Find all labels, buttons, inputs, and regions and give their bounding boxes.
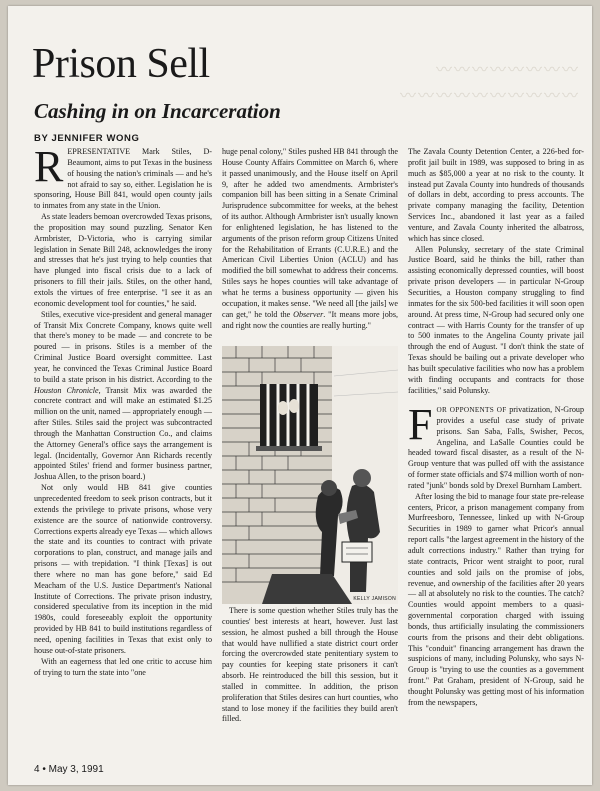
paragraph: huge penal colony," Stiles pushed HB 841 through the House County Affairs Committee on March 6, where it passed unanimously, and the House itself on April 9, after he added two amendments. Armbrister's companion bill has been sitting in a Senate Criminal Jurisprudence subcommittee for weeks, at the behest of its author. Although Armbrister isn't usually known for enlightened legislation, he has listened to the arguments of the prison reform group Citizens United for the Rehabilitation of Errants (C.U.R.E.) and the American Civil Liberties Union (ACLU) and has modified the bill somewhat to address their concerns. Stiles says he hopes counties will take advantage of what he terms a business opportunity — given his occupation, it makes sense. "We need all [the jails] we can get," he told the Observer. "It means more jobs, and right now the counties are really hurting." bbox=[222, 147, 398, 330]
illustration bbox=[222, 346, 398, 604]
paragraph: Not only would HB 841 give counties unprecedented freedom to seek prison contracts, but it extends the privilege to private prisons, whose very existence are the source of nationwide controversy. Corrections experts already eye Texas — which allows the state and its counties to contract with private corporations to plan, construct, and manage jails and prisons — with trepidation. "I think [Texas] is out there where no man has gone before," said Ed Meacham of the U.S. Justice Department's National Institute of Corrections. The private prison industry, considered speculative from its inception in the mid 1980s, could foreseeably exploit the opportunity provided by HB 841 to build institutions regardless of need, opening facilities in Texas that exist only to house out-of-state prisoners. bbox=[34, 483, 212, 655]
article-column-2-continued bbox=[222, 606, 398, 725]
magazine-page bbox=[8, 6, 592, 785]
paragraph: As state leaders bemoan overcrowded Texas prisons, the proposition may sound puzzling. Senator Ken Armbrister, D-Victoria, who is carrying similar legislation in Senate Bill 248, acknowledges the irony and stresses that he's just trying to help counties that have plunged into fiscal crisis due to a lack of prisoners to fill their jails. Stiles, on the other hand, extols the virtues of free enterprise. "I see it as an economic development tool for counties," he said. bbox=[34, 212, 212, 308]
page-subtitle: Cashing in on Incarceration bbox=[34, 99, 281, 123]
paragraph: The Zavala County Detention Center, a 226-bed for-profit jail built in 1989, was supposed to bring in as much as $85,000 a year at no risk to the county. It instead put Zavala County into hundreds of thousands of dollars in debt, according to press accounts. The private company managing the facility, Detention Services Inc., abandoned it last year as a failed venture, and Zavala County inherited the albatross, which has since closed. bbox=[408, 147, 584, 243]
paragraph: Stiles, executive vice-president and general manager of Transit Mix Concrete Company, knows quite well that there's money to be made — and concrete to be poured — in prisons. Stiles is a member of the Criminal Justice Board oversight committee. Last year, he convinced the Texas Criminal Justice Board to build a state prison in his district. According to the Houston Chronicle, Transit Mix was awarded the concrete contract and will make an estimated $1.25 million on the unit, named — appropriately enough — after Stiles. Stiles said the project was subcontracted through the Manhattan Construction Co., and claims the Attorney General's office says the arrangement is legal. (Incidentally, Governor Ann Richards recently appointed Stiles' friend and former business partner, Joshua Allen, to the prison board.) bbox=[34, 309, 213, 482]
prison-illustration-icon bbox=[222, 346, 398, 604]
illustration-credit: KELLY JAMISON bbox=[353, 596, 396, 602]
show-through-text: 〰〰〰〰〰〰〰〰 〰〰〰〰〰〰〰〰〰〰 bbox=[397, 62, 578, 105]
article-column-1 bbox=[34, 142, 213, 678]
article-column-3 bbox=[408, 147, 584, 396]
article-column-3-continued bbox=[408, 400, 584, 709]
paragraph: With an eagerness that led one critic to accuse him of trying to turn the state into "one bbox=[34, 656, 212, 677]
paragraph: There is some question whether Stiles truly has the counties' best interests at heart, however. Just last session, he almost pushed a bill through the House that would have nullified a state district court order forcing the overcrowded state penitentiary system to pay counties for keeping state prisoners it can't absorb. He reintroduced the bill this session, but it stalled in committee. In addition, the prison proliferation that Stiles desires can hurt counties, who stand to lose money if the facilities they build aren't filled. bbox=[222, 606, 398, 724]
byline: BY JENNIFER WONG bbox=[34, 133, 140, 144]
paragraph: REPRESENTATIVE Mark Stiles, D-Beaumont, aims to put Texas in the business of housing the nation's criminals — and he's not afraid to say so, either. Legislation he is sponsoring, House Bill 841, would open county jails to inmates from any state in the Union. bbox=[34, 142, 212, 211]
drop-cap: F bbox=[408, 400, 433, 449]
drop-cap: R bbox=[34, 142, 64, 191]
page-folio: 4 • May 3, 1991 bbox=[34, 764, 104, 775]
article-column-2 bbox=[222, 147, 398, 331]
paragraph: FOR OPPONENTS OF privatization, N-Group provides a useful case study of private prisons. San Saba, Falls, Swisher, Pecos, Angelina, and LaSalle Counties could be headed toward fiscal disaster, as a result of the N-Group venture that was pulled off with the assistance of former state officials and $74 million worth of non-rated "junk" bonds sold by Drexel Burnham Lambert. bbox=[408, 400, 584, 490]
paragraph: After losing the bid to manage four state pre-release centers, Pricor, a prison management company from Murfreesboro, Tennessee, linked up with N-Group Securities in 1989 to garner what Pricor's annual report calls "the largest agreement in the history of the adult corrections industry." Rather than trying for state contracts, Pricor went straight to poor, rural counties and sold jails on the promise of jobs, revenue, and ownership of the facilities after 20 years — all at absolutely no risk to the counties. The catch? Counties would appoint members to a quasi-governmental corporation charged with issuing bonds, thus artificially insulating the commissioners courts from the prisons and their debt obligations. This "conduit" financing arrangement has drawn the suspicions of many, including Polunsky, who says N-Group is "trying to use the counties as a government front." Pat Graham, president of N-Group, said he thought Polunsky was getting most of his information from the newspapers, bbox=[408, 491, 584, 707]
paragraph: Allen Polunsky, secretary of the state Criminal Justice Board, said he thinks the bill, rather than assisting economically depressed counties, will boost private prison developers — in particular N-Group Securities, a Houston company struggling to find inmates for the six 500-bed facilities it will soon open around. At press time, N-Group had secured only one contract — with Harris County for the transfer of up to 500 inmates to the Angelina County private jail through the end of August. "I don't think the state of Texas should be bailing out a private developer who has built speculative facilities who now has a problem with finding occupants and contracts for those facilities," said Polunsky. bbox=[408, 244, 584, 395]
page-title: Prison Sell bbox=[32, 41, 210, 87]
